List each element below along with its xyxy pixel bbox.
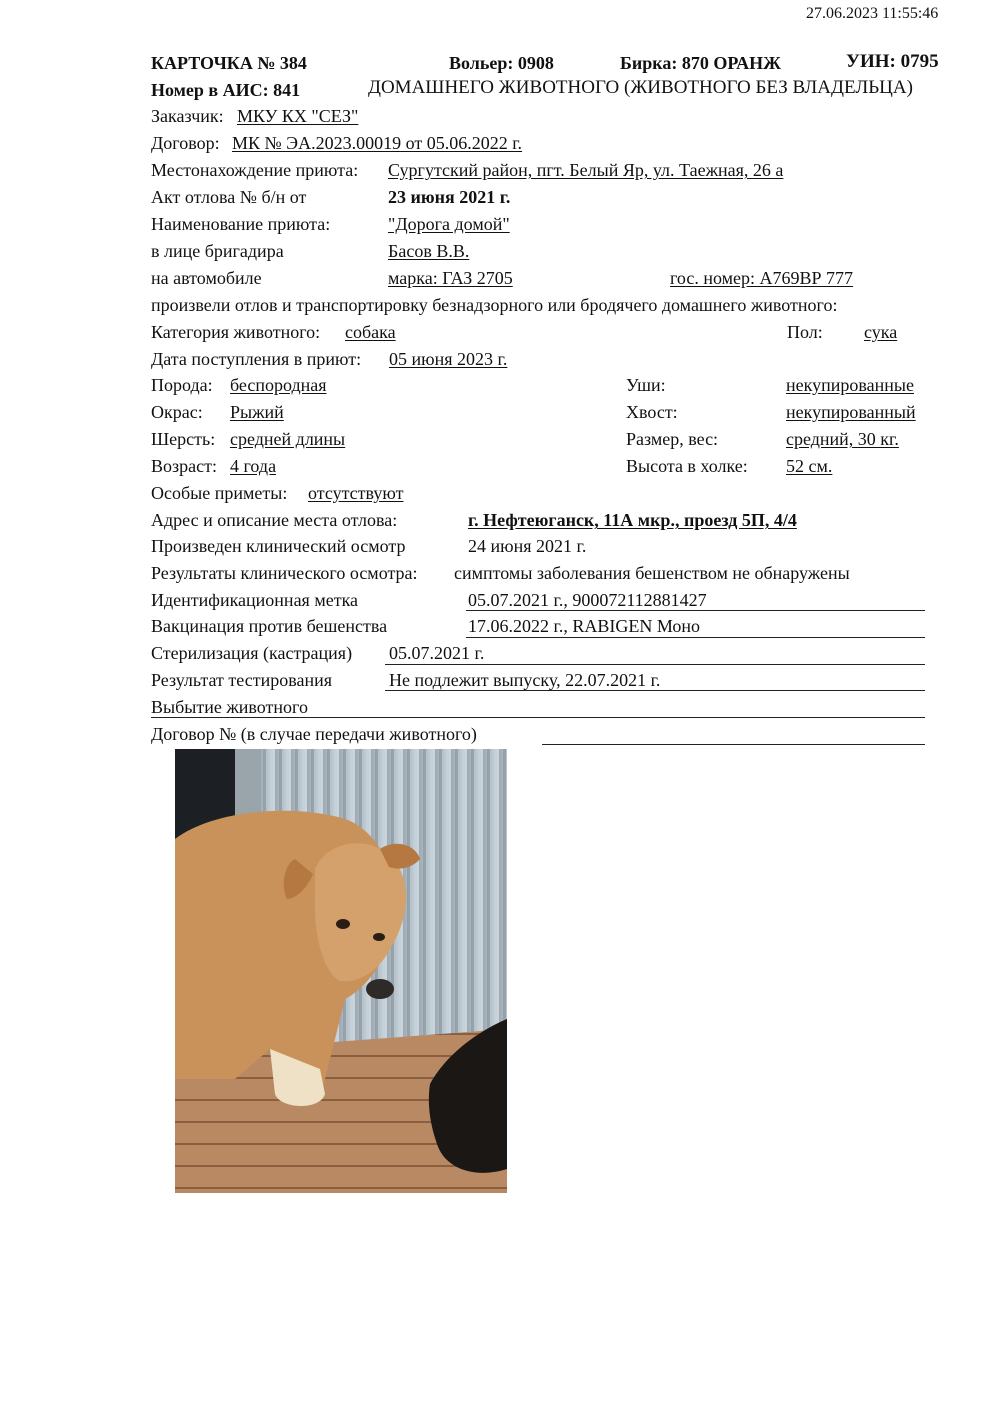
arrival-label: Дата поступления в приют:: [151, 349, 362, 369]
category-value: собака: [345, 322, 396, 342]
contract-label: Договор:: [151, 133, 220, 153]
contract-value: МК № ЭА.2023.00019 от 05.06.2022 г.: [232, 133, 523, 153]
shelter-location-value: Сургутский район, пгт. Белый Яр, ул. Таежная, 26 а: [388, 160, 784, 180]
print-timestamp: 27.06.2023 11:55:46: [806, 5, 939, 22]
testing-underline: [385, 690, 925, 691]
category-label: Категория животного:: [151, 322, 321, 342]
capture-statement: произвели отлов и транспортировку безнадзорного или бродячего домашнего животного:: [151, 295, 838, 315]
tail-value: некупированный: [786, 402, 916, 422]
transfer-contract-underline: [542, 744, 925, 745]
capture-address-value: г. Нефтеюганск, 11А мкр., проезд 5П, 4/4: [468, 510, 797, 530]
uin-number: УИН: 0795: [846, 51, 939, 72]
testing-value: Не подлежит выпуску, 22.07.2021 г.: [389, 670, 661, 690]
disposal-label: Выбытие животного: [151, 697, 308, 717]
sex-label: Пол:: [787, 322, 823, 342]
vaccination-underline: [466, 637, 925, 638]
vaccination-label: Вакцинация против бешенства: [151, 616, 388, 636]
ears-value: некупированные: [786, 375, 914, 395]
vehicle-model: марка: ГАЗ 2705: [388, 268, 513, 288]
capture-act-date: 23 июня 2021 г.: [388, 187, 511, 207]
enclosure-number: Вольер: 0908: [449, 53, 554, 73]
id-tag-underline: [466, 610, 925, 611]
exam-date: 24 июня 2021 г.: [468, 536, 587, 556]
disposal-underline: [151, 717, 925, 718]
shelter-name-value: "Дорога домой": [388, 214, 510, 234]
vaccination-value: 17.06.2022 г., RABIGEN Моно: [468, 616, 701, 636]
size-label: Размер, вес:: [626, 429, 719, 449]
exam-result-value: симптомы заболевания бешенством не обнаружены: [454, 563, 850, 583]
exam-result-label: Результаты клинического осмотра:: [151, 563, 418, 583]
special-marks-value: отсутствуют: [308, 483, 404, 503]
id-tag-value: 05.07.2021 г., 900072112881427: [468, 590, 707, 610]
coat-label: Шерсть:: [151, 429, 216, 449]
shelter-location-label: Местонахождение приюта:: [151, 160, 359, 180]
tail-label: Хвост:: [626, 402, 678, 422]
age-value: 4 года: [230, 456, 277, 476]
card-title: ДОМАШНЕГО ЖИВОТНОГО (ЖИВОТНОГО БЕЗ ВЛАДЕЛЬЦА): [368, 77, 913, 98]
special-marks-label: Особые приметы:: [151, 483, 288, 503]
sex-value: сука: [864, 322, 898, 342]
tag-label: Бирка: 870 ОРАНЖ: [620, 53, 781, 73]
vehicle-label: на автомобиле: [151, 268, 262, 288]
foreman-label: в лице бригадира: [151, 241, 284, 261]
age-label: Возраст:: [151, 456, 217, 476]
testing-label: Результат тестирования: [151, 670, 332, 690]
breed-value: беспородная: [230, 375, 327, 395]
color-label: Окрас:: [151, 402, 203, 422]
color-value: Рыжий: [230, 402, 284, 422]
ais-number: Номер в АИС: 841: [151, 80, 301, 100]
height-label: Высота в холке:: [626, 456, 748, 476]
coat-value: средней длины: [230, 429, 346, 449]
exam-label: Произведен клинический осмотр: [151, 536, 406, 556]
ears-label: Уши:: [626, 375, 666, 395]
customer-value: МКУ КХ "СЕЗ": [237, 106, 359, 126]
customer-label: Заказчик:: [151, 106, 224, 126]
size-value: средний, 30 кг.: [786, 429, 899, 449]
arrival-value: 05 июня 2023 г.: [389, 349, 508, 369]
sterilization-label: Стерилизация (кастрация): [151, 643, 353, 663]
card-number: КАРТОЧКА № 384: [151, 53, 307, 73]
shelter-name-label: Наименование приюта:: [151, 214, 331, 234]
vehicle-plate: гос. номер: А769ВР 777: [670, 268, 854, 288]
foreman-value: Басов В.В.: [388, 241, 470, 261]
sterilization-underline: [385, 664, 925, 665]
capture-address-label: Адрес и описание места отлова:: [151, 510, 398, 530]
sterilization-value: 05.07.2021 г.: [389, 643, 485, 663]
id-tag-label: Идентификационная метка: [151, 590, 359, 610]
dog-photo: [175, 749, 507, 1193]
transfer-contract-label: Договор № (в случае передачи животного): [151, 724, 477, 744]
capture-act-label: Акт отлова № б/н от: [151, 187, 307, 207]
height-value: 52 см.: [786, 456, 833, 476]
breed-label: Порода:: [151, 375, 213, 395]
